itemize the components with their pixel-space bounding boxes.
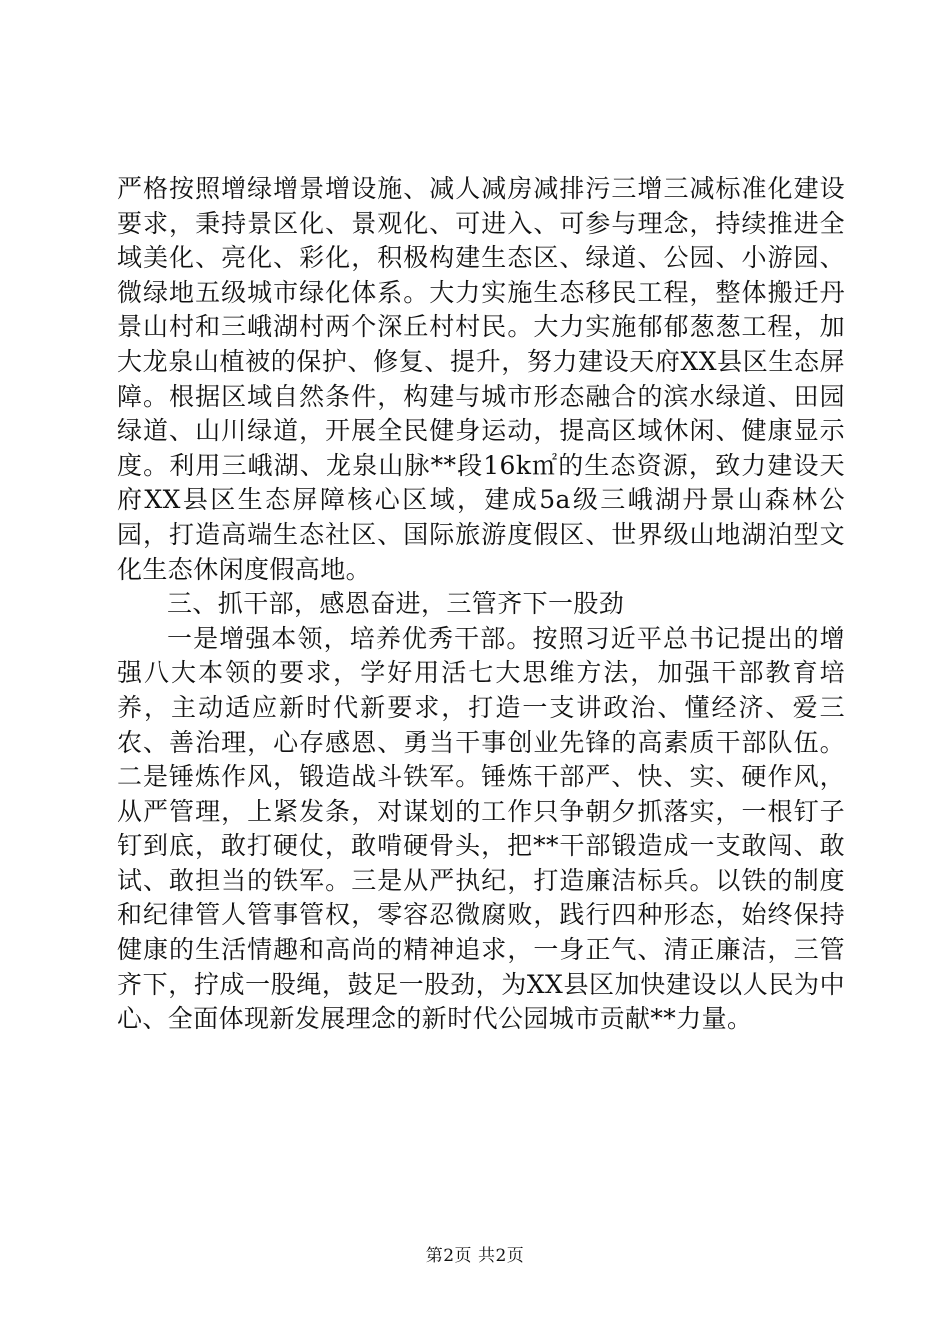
paragraph-ecology: 严格按照增绿增景增设施、减人减房减排污三增三减标准化建设要求，秉持景区化、景观化、可进入、可参与理念，持续推进全域美化、亮化、彩化，积极构建生态区、绿道、公园、小游园、微绿地五级城市绿化体系。大力实施生态移民工程，整体搬迁丹景山村和三峨湖村两个深丘村村民。大力实施郁郁葱葱工程，加大龙泉山植被的保护、修复、提升，努力建设天府XX县区生态屏障。根据区域自然条件，构建与城市形态融合的滨水绿道、田园绿道、山川绿道，开展全民健身运动，提高区域休闲、健康显示度。利用三峨湖、龙泉山脉**段16k㎡的生态资源，致力建设天府XX县区生态屏障核心区域，建成5a级三峨湖丹景山森林公园，打造高端生态社区、国际旅游度假区、世界级山地湖泊型文化生态休闲度假高地。	[117, 174, 845, 584]
paragraph-cadres: 一是增强本领，培养优秀干部。按照习近平总书记提出的增强八大本领的要求，学好用活七大思维方法，加强干部教育培养，主动适应新时代新要求，打造一支讲政治、懂经济、爱三农、善治理，心存感恩、勇当干事创业先锋的高素质干部队伍。二是锤炼作风，锻造战斗铁军。锤炼干部严、快、实、硬作风，从严管理，上紧发条，对谋划的工作只争朝夕抓落实，一根钉子钉到底，敢打硬仗，敢啃硬骨头，把**干部锻造成一支敢闯、敢试、敢担当的铁军。三是从严执纪，打造廉洁标兵。以铁的制度和纪律管人管事管权，零容忍微腐败，践行四种形态，始终保持健康的生活情趣和高尚的精神追求，一身正气、清正廉洁，三管齐下，拧成一股绳，鼓足一股劲，为XX县区加快建设以人民为中心、全面体现新发展理念的新时代公园城市贡献**力量。	[117, 623, 845, 1034]
section-heading-cadres: 三、抓干部，感恩奋进，三管齐下一股劲	[167, 589, 625, 619]
body-text	[117, 172, 845, 1037]
page-footer: 第2页 共2页	[425, 1246, 525, 1266]
